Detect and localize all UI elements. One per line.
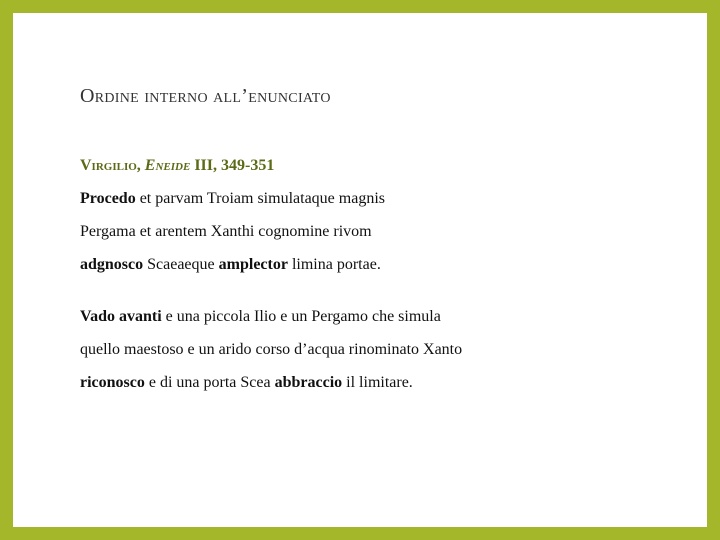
latin-line-3-bold-2: amplector <box>218 256 288 273</box>
source-author: Virgilio <box>80 157 137 174</box>
italian-line-2 <box>80 341 462 359</box>
source-reference: III, 349-351 <box>190 157 275 174</box>
latin-line-2 <box>80 223 372 241</box>
latin-line-3-text-2: limina portae. <box>287 256 381 273</box>
italian-line-3-bold-1: riconosco <box>80 374 145 391</box>
latin-line-3-bold-1: adgnosco <box>80 256 144 273</box>
source-citation <box>80 157 274 175</box>
italian-line-3-bold-2: abbraccio <box>274 374 343 391</box>
latin-line-2-text-1: Pergama et arentem Xanthi cognomine rivom <box>80 223 372 240</box>
source-work: Eneide <box>144 157 191 174</box>
italian-line-1 <box>80 308 441 326</box>
italian-line-1-text-1: e una piccola Ilio e un Pergamo che simula <box>161 308 441 325</box>
latin-line-1-text-1: et parvam Troiam simulataque magnis <box>135 190 385 207</box>
latin-line-1 <box>80 190 385 208</box>
italian-line-3 <box>80 374 413 392</box>
source-separator: , <box>136 157 145 174</box>
italian-line-3-text-1: e di una porta Scea <box>144 374 275 391</box>
italian-line-3-text-2: il limitare. <box>342 374 413 391</box>
latin-line-3 <box>80 256 381 274</box>
latin-line-1-bold-1: Procedo <box>80 190 136 207</box>
slide-title: Ordine interno all’enunciato <box>80 85 331 107</box>
latin-line-3-text-1: Scaeaeque <box>143 256 219 273</box>
slide <box>13 13 707 527</box>
italian-line-2-text-1: quello maestoso e un arido corso d’acqua rinominato Xanto <box>80 341 463 358</box>
italian-line-1-bold-1: Vado avanti <box>80 308 162 325</box>
